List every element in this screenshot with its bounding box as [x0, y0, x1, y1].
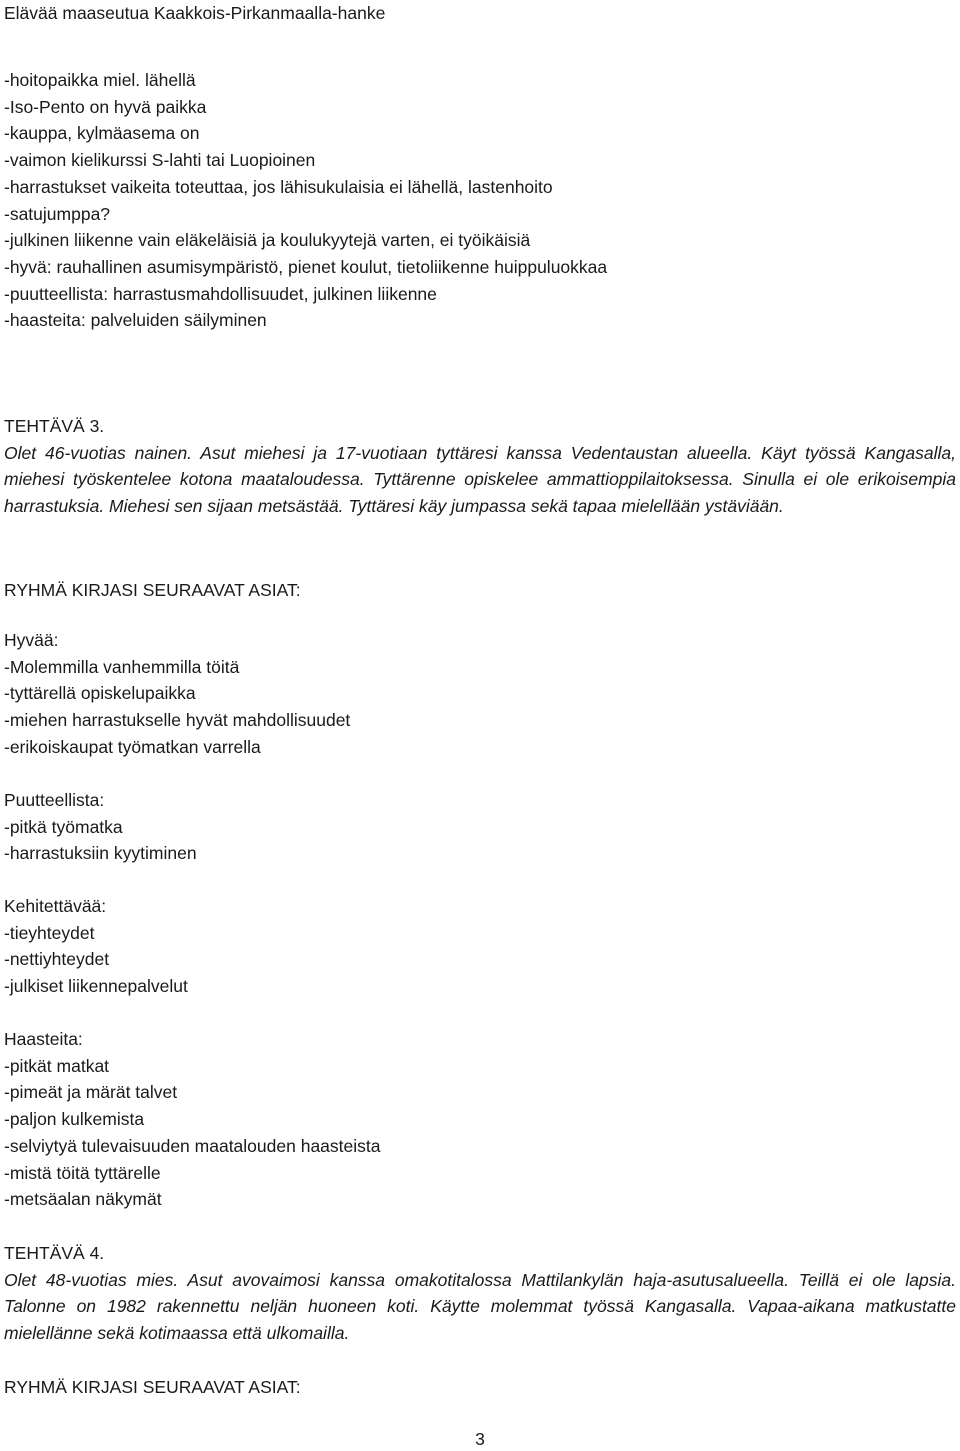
lacking-item: -harrastuksiin kyytiminen	[4, 843, 197, 864]
note-line: -hoitopaikka miel. lähellä	[4, 70, 196, 90]
note-line: -vaimon kielikurssi S-lahti tai Luopioinen	[4, 150, 316, 171]
note-line: -puutteellista: harrastusmahdollisuudet, julkinen liikenne	[4, 283, 437, 304]
note-line: -harrastukset vaikeita toteuttaa, jos lähisukulaisia ei lähellä, lastenhoito	[4, 176, 553, 197]
lacking-heading: Puutteellista:	[4, 790, 105, 810]
challenges-item: -metsäalan näkymät	[4, 1189, 162, 1210]
challenges-item: -selviytyä tulevaisuuden maatalouden haasteista	[4, 1135, 381, 1156]
develop-item: -julkiset liikennepalvelut	[4, 976, 188, 997]
challenges-section	[4, 1026, 956, 1213]
challenges-item: -mistä töitä tyttärelle	[4, 1162, 161, 1183]
challenges-heading: Haasteita:	[4, 1029, 83, 1049]
task3-title: TEHTÄVÄ 3.	[4, 416, 105, 436]
good-item: -miehen harrastukselle hyvät mahdollisuudet	[4, 710, 351, 731]
task3-section	[4, 413, 956, 520]
note-line: -satujumppa?	[4, 203, 111, 224]
good-item: -Molemmilla vanhemmilla töitä	[4, 656, 240, 677]
top-notes-list	[4, 67, 956, 334]
lacking-section	[4, 787, 956, 867]
task4-section	[4, 1240, 956, 1347]
challenges-item: -paljon kulkemista	[4, 1109, 145, 1130]
note-line: -kauppa, kylmäasema on	[4, 123, 200, 144]
good-item: -erikoiskaupat työmatkan varrella	[4, 736, 261, 757]
group-heading: RYHMÄ KIRJASI SEURAAVAT ASIAT:	[4, 1377, 301, 1397]
lacking-item: -pitkä työmatka	[4, 816, 123, 837]
challenges-item: -pimeät ja märät talvet	[4, 1082, 178, 1103]
task4-description: Olet 48-vuotias mies. Asut avovaimosi kanssa omakotitalossa Mattilankylän haja-asutusalueella. Teillä ei ole lapsia. Talonne on 1982 rakennettu neljän huoneen koti. Käytte molemmat työssä Kangasalla. Vapaa-aikana matkustatte mielellänne sekä kotimaassa että ulkomailla.	[4, 1269, 956, 1344]
develop-item: -nettiyhteydet	[4, 949, 110, 970]
note-line: -haasteita: palveluiden säilyminen	[4, 310, 267, 331]
note-line: -hyvä: rauhallinen asumisympäristö, pienet koulut, tietoliikenne huippuluokkaa	[4, 256, 608, 277]
document-header: Elävää maaseutua Kaakkois-Pirkanmaalla-hanke	[4, 3, 386, 23]
note-line: -julkinen liikenne vain eläkeläisiä ja koulukyytejä varten, ei työikäisiä	[4, 230, 531, 251]
develop-item: -tieyhteydet	[4, 922, 95, 943]
task4-title: TEHTÄVÄ 4.	[4, 1243, 105, 1263]
good-section	[4, 627, 956, 761]
note-line: -Iso-Pento on hyvä paikka	[4, 96, 207, 117]
good-item: -tyttärellä opiskelupaikka	[4, 683, 196, 704]
develop-section	[4, 893, 956, 1000]
task3-description: Olet 46-vuotias nainen. Asut miehesi ja 17-vuotiaan tyttäresi kanssa Vedentaustan alueella. Käyt työssä Kangasalla, miehesi työskentelee kotona maataloudessa. Tyttärenne opiskelee ammattioppilaitoksessa. Sinulla ei ole erikoisempia harrastuksia. Miehesi sen sijaan metsästää. Tyttäresi käy jumpassa sekä tapaa mielellään ystäviään.	[4, 442, 956, 517]
challenges-item: -pitkät matkat	[4, 1055, 110, 1076]
good-heading: Hyvää:	[4, 630, 59, 650]
task4-group-heading	[4, 1374, 956, 1401]
develop-heading: Kehitettävää:	[4, 896, 107, 916]
page-number: 3	[475, 1429, 485, 1449]
group-heading: RYHMÄ KIRJASI SEURAAVAT ASIAT:	[4, 580, 301, 600]
task3-group-heading	[4, 577, 956, 604]
